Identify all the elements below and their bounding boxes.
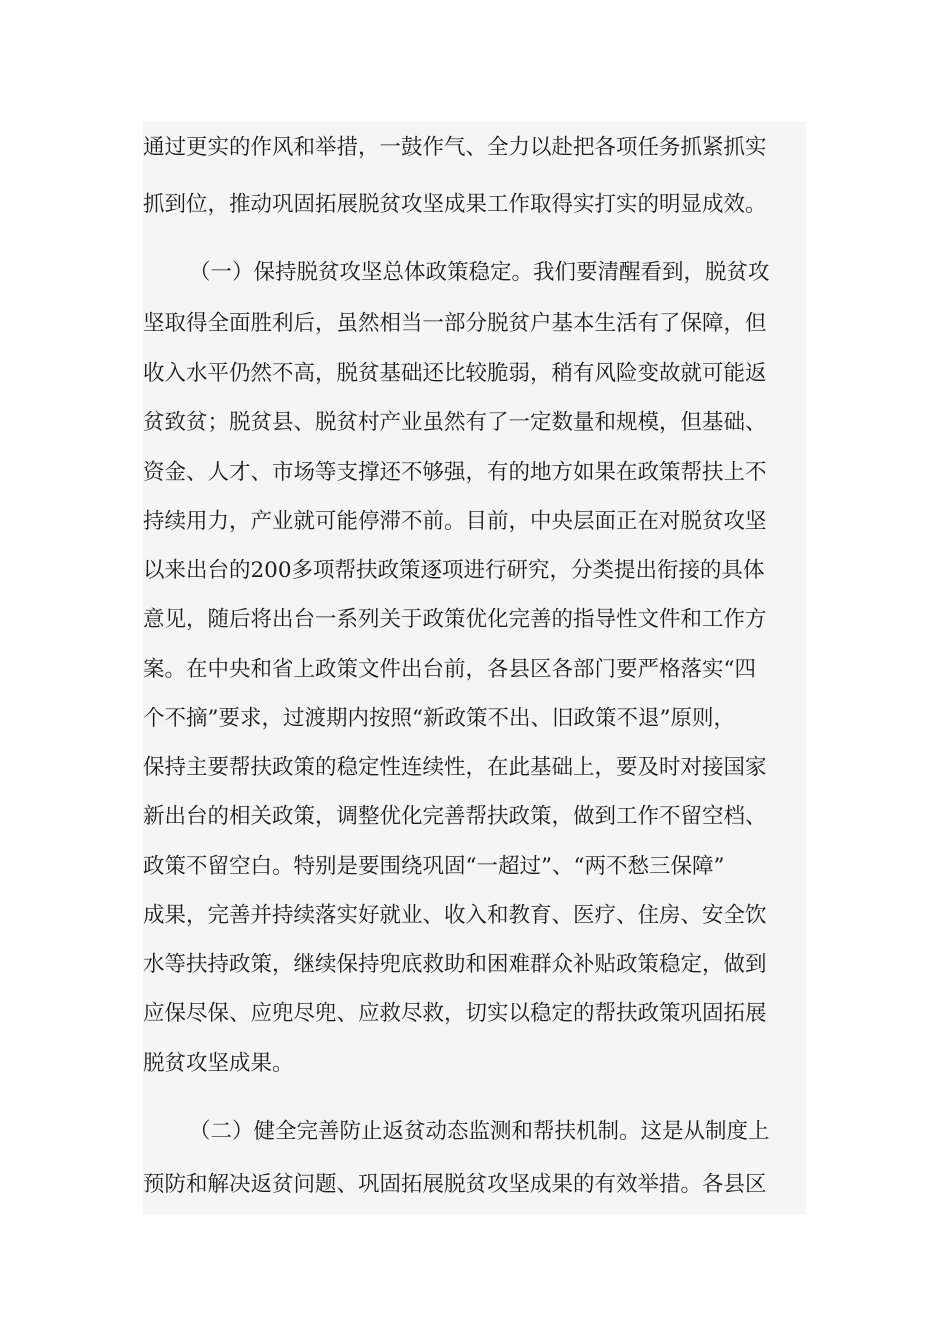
text-line: 保持主要帮扶政策的稳定性连续性，在此基础上，要及时对接国家 [143,755,767,780]
text-line: 预防和解决返贫问题、巩固拓展脱贫攻坚成果的有效举措。各县区 [143,1172,767,1197]
text-line: 成果，完善并持续落实好就业、收入和教育、医疗、住房、安全饮 [143,903,767,928]
text-line: 抓到位，推动巩固拓展脱贫攻坚成果工作取得实打实的明显成效。 [143,192,767,217]
text-line: 资金、人才、市场等支撑还不够强，有的地方如果在政策帮扶上不 [143,460,767,485]
document-page [143,122,806,1214]
text-line: 政策不留空白。特别是要围绕巩固“一超过”、“两不愁三保障” [143,854,725,879]
text-line: 新出台的相关政策，调整优化完善帮扶政策，做到工作不留空档、 [143,804,767,829]
text-line: 持续用力，产业就可能停滞不前。目前，中央层面正在对脱贫攻坚 [143,509,767,534]
text-line: 通过更实的作风和举措，一鼓作气、全力以赴把各项任务抓紧抓实 [143,135,767,160]
text-line: 以来出台的200多项帮扶政策逐项进行研究，分类提出衔接的具体 [143,558,765,583]
text-line: 个不摘”要求，过渡期内按照“新政策不出、旧政策不退”原则， [143,706,735,731]
text-line: 意见，随后将出台一系列关于政策优化完善的指导性文件和工作方 [143,607,767,632]
text-line: 案。在中央和省上政策文件出台前，各县区各部门要严格落实“四 [143,657,756,682]
text-line: 水等扶持政策，继续保持兜底救助和困难群众补贴政策稳定，做到 [143,952,767,977]
text-line: 坚取得全面胜利后，虽然相当一部分脱贫户基本生活有了保障，但 [143,311,767,336]
paragraph-heading-1: （一）保持脱贫攻坚总体政策稳定。我们要清醒看到，脱贫攻 [189,260,770,285]
text-line: 脱贫攻坚成果。 [143,1051,294,1076]
text-line: 贫致贫；脱贫县、脱贫村产业虽然有了一定数量和规模，但基础、 [143,410,767,435]
text-line: 应保尽保、应兜尽兜、应救尽救，切实以稳定的帮扶政策巩固拓展 [143,1001,767,1026]
paragraph-heading-2: （二）健全完善防止返贫动态监测和帮扶机制。这是从制度上 [189,1119,770,1144]
text-line: 收入水平仍然不高，脱贫基础还比较脆弱，稍有风险变故就可能返 [143,361,767,386]
